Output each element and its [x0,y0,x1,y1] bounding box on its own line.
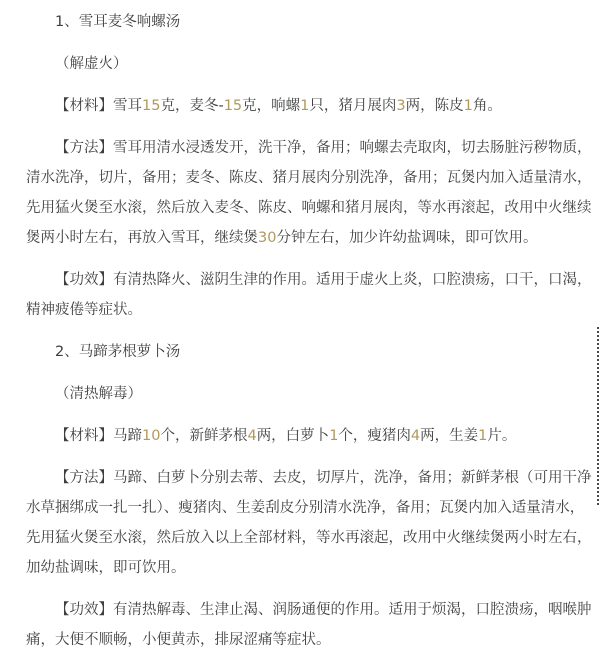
text-segment: （清热解毒） [55,386,142,402]
text-segment: 克，麦冬- [160,98,224,114]
quantity-number: 1 [329,428,339,444]
text-segment: 1、雪耳麦冬响螺汤 [55,14,181,30]
recipe-1-ingredients [26,91,592,121]
text-segment: 个，新鲜茅根 [160,428,248,444]
quantity-number: 15 [142,98,161,114]
text-segment: 只，猪月展肉 [309,98,397,114]
text-segment: 2、马蹄茅根萝卜汤 [55,344,181,360]
text-segment: 【材料】雪耳 [55,98,142,114]
text-segment: 两，生姜 [420,428,479,444]
quantity-number: 1 [478,428,488,444]
text-segment: 【方法】雪耳用清水浸透发开，洗干净，备用；响螺去壳取肉，切去肠脏污秽物质，清水洗净，切片，备用；麦冬、陈皮、猪月展肉分别洗净，备用；瓦煲内加入适量清水，先用猛火煲至水滚，然后放入麦冬、陈皮、响螺和猪月展肉，等水再滚起，改用中火继续煲两小时左右，再放入雪耳，继续煲 [26,140,592,246]
quantity-number: 4 [410,428,421,444]
text-segment: 片。 [487,428,517,444]
recipe-2-method [26,463,592,583]
quantity-number: 1 [300,98,310,114]
quantity-number: 10 [142,428,161,444]
quantity-number: 1 [463,98,473,114]
recipe-2-title [26,337,592,367]
recipe-2-ingredients [26,421,592,451]
text-segment: 克，响螺 [242,98,301,114]
quantity-number: 15 [223,98,243,114]
text-segment: 两，陈皮 [405,98,464,114]
text-segment: 个，瘦猪肉 [338,428,411,444]
text-segment: 分钟左右，加少许幼盐调味，即可饮用。 [276,230,538,246]
recipe-2-effect [26,595,592,655]
recipe-1-property [26,49,592,79]
quantity-number: 3 [396,98,406,114]
text-segment: （解虚火） [55,56,128,72]
text-segment: 【方法】马蹄、白萝卜分别去蒂、去皮，切厚片，洗净，备用；新鲜茅根（可用干净水草捆绑成一扎一扎）、瘦猪肉、生姜刮皮分别清水洗净，备用；瓦煲内加入适量清水，先用猛火煲至水滚，然后放入以上全部材料，等水再滚起，改用中火继续煲两小时左右，加幼盐调味，即可饮用。 [26,470,592,576]
recipe-1-method [26,133,592,253]
recipe-1-effect [26,265,592,325]
text-segment: 角。 [472,98,502,114]
recipe-2-property [26,379,592,409]
text-segment: 【功效】有清热解毒、生津止渴、润肠通便的作用。适用于烦渴，口腔溃疡，咽喉肿痛，大便不顺畅，小便黄赤，排尿涩痛等症状。 [26,602,592,648]
text-segment: 两，白萝卜 [256,428,330,444]
dotted-right-border [597,327,599,505]
text-segment: 【功效】有清热降火、滋阴生津的作用。适用于虚火上炎，口腔溃疡，口干，口渴，精神疲倦等症状。 [26,272,592,318]
quantity-number: 4 [247,428,257,444]
quantity-number: 30 [258,230,277,246]
text-segment: 【材料】马蹄 [55,428,142,444]
recipe-1-title [26,7,592,37]
